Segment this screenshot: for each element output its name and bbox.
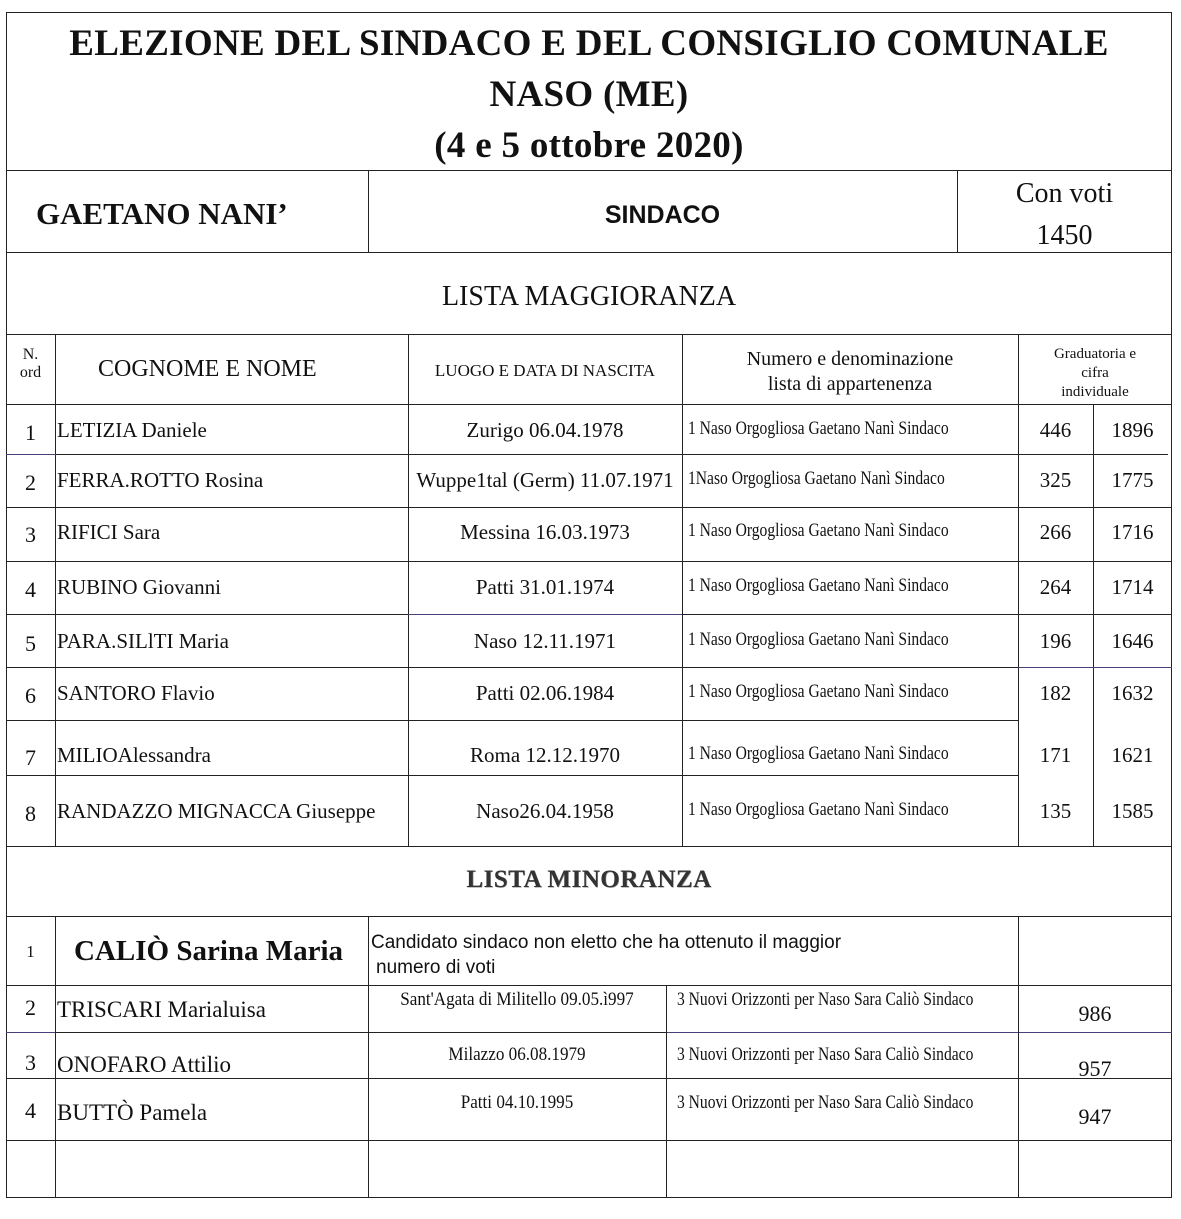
rule bbox=[6, 1078, 1172, 1079]
row-number: 7 bbox=[25, 745, 36, 770]
header-nord-2: ord bbox=[19, 364, 42, 381]
title-line-3: (4 e 5 ottobre 2020) bbox=[434, 125, 744, 166]
minor-first-name: CALIÒ Sarina Maria bbox=[74, 935, 344, 967]
birth-place-date: Patti 02.06.1984 bbox=[475, 681, 615, 705]
total-votes: 1716 bbox=[1111, 520, 1154, 544]
list-name: 1 Naso Orgogliosa Gaetano Nanì Sindaco bbox=[688, 629, 949, 650]
total-votes: 1714 bbox=[1111, 575, 1154, 599]
birth-place-date: Patti 04.10.1995 bbox=[460, 1092, 574, 1113]
candidate-name: RANDAZZO MIGNACCA Giuseppe bbox=[57, 799, 376, 823]
title-line-2: NASO (ME) bbox=[489, 74, 689, 115]
row-number: 3 bbox=[25, 522, 36, 547]
divider bbox=[666, 985, 667, 1198]
total-votes: 1646 bbox=[1111, 629, 1154, 653]
total-votes: 1585 bbox=[1111, 799, 1154, 823]
header-nord-1: N. bbox=[22, 346, 39, 363]
individual-votes: 135 bbox=[1039, 799, 1072, 823]
rule bbox=[6, 775, 1018, 776]
candidate-name: FERRA.ROTTO Rosina bbox=[57, 468, 264, 492]
individual-votes: 266 bbox=[1039, 520, 1072, 544]
birth-place-date: Wuppe1tal (Germ) 11.07.1971 bbox=[416, 468, 674, 492]
rule bbox=[6, 1140, 1172, 1141]
row-number: 3 bbox=[25, 1050, 36, 1075]
minor-first-n: 1 bbox=[26, 942, 35, 961]
list-name: 1 Naso Orgogliosa Gaetano Nanì Sindaco bbox=[688, 799, 949, 820]
list-name: 1 Naso Orgogliosa Gaetano Nanì Sindaco bbox=[688, 520, 949, 541]
list-name: 1 Naso Orgogliosa Gaetano Nanì Sindaco bbox=[688, 418, 949, 439]
divider bbox=[682, 334, 683, 846]
rule bbox=[6, 916, 1172, 917]
minor-first-note-1: Candidato sindaco non eletto che ha ottenuto il maggior bbox=[371, 932, 842, 953]
rule bbox=[6, 170, 1172, 171]
birth-place-date: Messina 16.03.1973 bbox=[460, 520, 630, 544]
candidate-name: MILIOAlessandra bbox=[57, 743, 211, 767]
rule bbox=[6, 720, 1018, 721]
individual-votes: 446 bbox=[1039, 418, 1072, 442]
candidate-name: RUBINO Giovanni bbox=[57, 575, 221, 599]
rule bbox=[6, 252, 1172, 253]
header-list-2: lista di appartenenza bbox=[767, 373, 933, 395]
mayor-votes: 1450 bbox=[1036, 220, 1093, 251]
birth-place-date: Patti 31.01.1974 bbox=[475, 575, 615, 599]
individual-votes: 171 bbox=[1039, 743, 1072, 767]
individual-votes: 196 bbox=[1039, 629, 1072, 653]
row-number: 4 bbox=[25, 1098, 36, 1123]
rule bbox=[1018, 667, 1172, 668]
row-number: 2 bbox=[25, 470, 36, 495]
rule bbox=[666, 1032, 1172, 1033]
total-votes: 1621 bbox=[1111, 743, 1154, 767]
birth-place-date: Roma 12.12.1970 bbox=[470, 743, 620, 767]
header-name: COGNOME E NOME bbox=[98, 356, 317, 382]
list-name: 3 Nuovi Orizzonti per Naso Sara Caliò Sindaco bbox=[677, 989, 974, 1010]
rule bbox=[6, 1032, 56, 1033]
rule bbox=[55, 454, 1168, 455]
header-rank-1: Graduatoria e bbox=[1053, 346, 1137, 362]
total-votes: 1896 bbox=[1111, 418, 1154, 442]
row-number: 6 bbox=[25, 683, 36, 708]
individual-votes: 986 bbox=[1078, 1001, 1112, 1026]
header-rank-2: cifra bbox=[1081, 365, 1109, 381]
candidate-name: SANTORO Flavio bbox=[57, 681, 215, 705]
candidate-name: PARA.SILlTI Maria bbox=[57, 629, 229, 653]
rule bbox=[6, 667, 1172, 668]
total-votes: 1632 bbox=[1111, 681, 1154, 705]
header-rank bbox=[1018, 345, 1172, 402]
total-votes: 1775 bbox=[1111, 468, 1154, 492]
list-name: 3 Nuovi Orizzonti per Naso Sara Caliò Sindaco bbox=[677, 1092, 974, 1113]
divider bbox=[368, 916, 369, 1198]
row-number: 8 bbox=[25, 801, 36, 826]
individual-votes: 957 bbox=[1078, 1056, 1112, 1081]
header-rank-3: individuale bbox=[1061, 384, 1129, 400]
candidate-name: BUTTÒ Pamela bbox=[57, 1100, 208, 1125]
divider bbox=[55, 916, 56, 1198]
header-nord bbox=[6, 346, 55, 382]
birth-place-date: Sant'Agata di Militello 09.05.ì997 bbox=[400, 989, 634, 1010]
list-name: 1 Naso Orgogliosa Gaetano Nanì Sindaco bbox=[688, 681, 949, 702]
header-list-1: Numero e denominazione bbox=[746, 348, 954, 370]
minor-first-note bbox=[371, 930, 841, 980]
rule bbox=[6, 985, 1172, 986]
individual-votes: 182 bbox=[1039, 681, 1072, 705]
rule bbox=[6, 404, 1172, 405]
row-number: 1 bbox=[25, 420, 36, 445]
birth-place-date: Zurigo 06.04.1978 bbox=[466, 418, 624, 442]
lista-maggioranza-title: LISTA MAGGIORANZA bbox=[441, 281, 737, 312]
list-name: 1 Naso Orgogliosa Gaetano Nanì Sindaco bbox=[688, 743, 949, 764]
birth-place-date: Milazzo 06.08.1979 bbox=[448, 1044, 586, 1065]
candidate-name: TRISCARI Marialuisa bbox=[57, 997, 266, 1022]
rule bbox=[6, 454, 56, 455]
candidate-name: LETIZIA Daniele bbox=[57, 418, 207, 442]
mayor-votes-label: Con voti bbox=[1015, 178, 1114, 209]
row-number: 4 bbox=[25, 577, 36, 602]
individual-votes: 325 bbox=[1039, 468, 1072, 492]
list-name: 1Naso Orgogliosa Gaetano Nanì Sindaco bbox=[688, 468, 945, 489]
candidate-name: ONOFARO Attilio bbox=[57, 1052, 232, 1077]
divider bbox=[55, 334, 56, 846]
list-name: 3 Nuovi Orizzonti per Naso Sara Caliò Sindaco bbox=[677, 1044, 974, 1065]
header-birth: LUOGO E DATA DI NASCITA bbox=[434, 361, 656, 380]
birth-place-date: Naso 12.11.1971 bbox=[473, 629, 617, 653]
rule bbox=[408, 614, 682, 615]
rule bbox=[6, 507, 1172, 508]
individual-votes: 947 bbox=[1078, 1104, 1112, 1129]
list-name: 1 Naso Orgogliosa Gaetano Nanì Sindaco bbox=[688, 575, 949, 596]
birth-place-date: Naso26.04.1958 bbox=[476, 799, 614, 823]
individual-votes: 264 bbox=[1039, 575, 1072, 599]
rule bbox=[6, 846, 1172, 847]
title-line-1: ELEZIONE DEL SINDACO E DEL CONSIGLIO COMUNALE bbox=[69, 23, 1109, 64]
lista-minoranza-title: LISTA MINORANZA bbox=[466, 866, 712, 893]
row-number: 2 bbox=[25, 995, 36, 1020]
header-list bbox=[682, 347, 1018, 397]
mayor-name: GAETANO NANI’ bbox=[36, 196, 288, 231]
minor-first-note-2: numero di voti bbox=[376, 957, 496, 978]
mayor-role: SINDACO bbox=[604, 201, 721, 229]
row-number: 5 bbox=[25, 631, 36, 656]
candidate-name: RIFICI Sara bbox=[57, 520, 161, 544]
rule bbox=[6, 561, 1172, 562]
rule bbox=[6, 334, 1172, 335]
